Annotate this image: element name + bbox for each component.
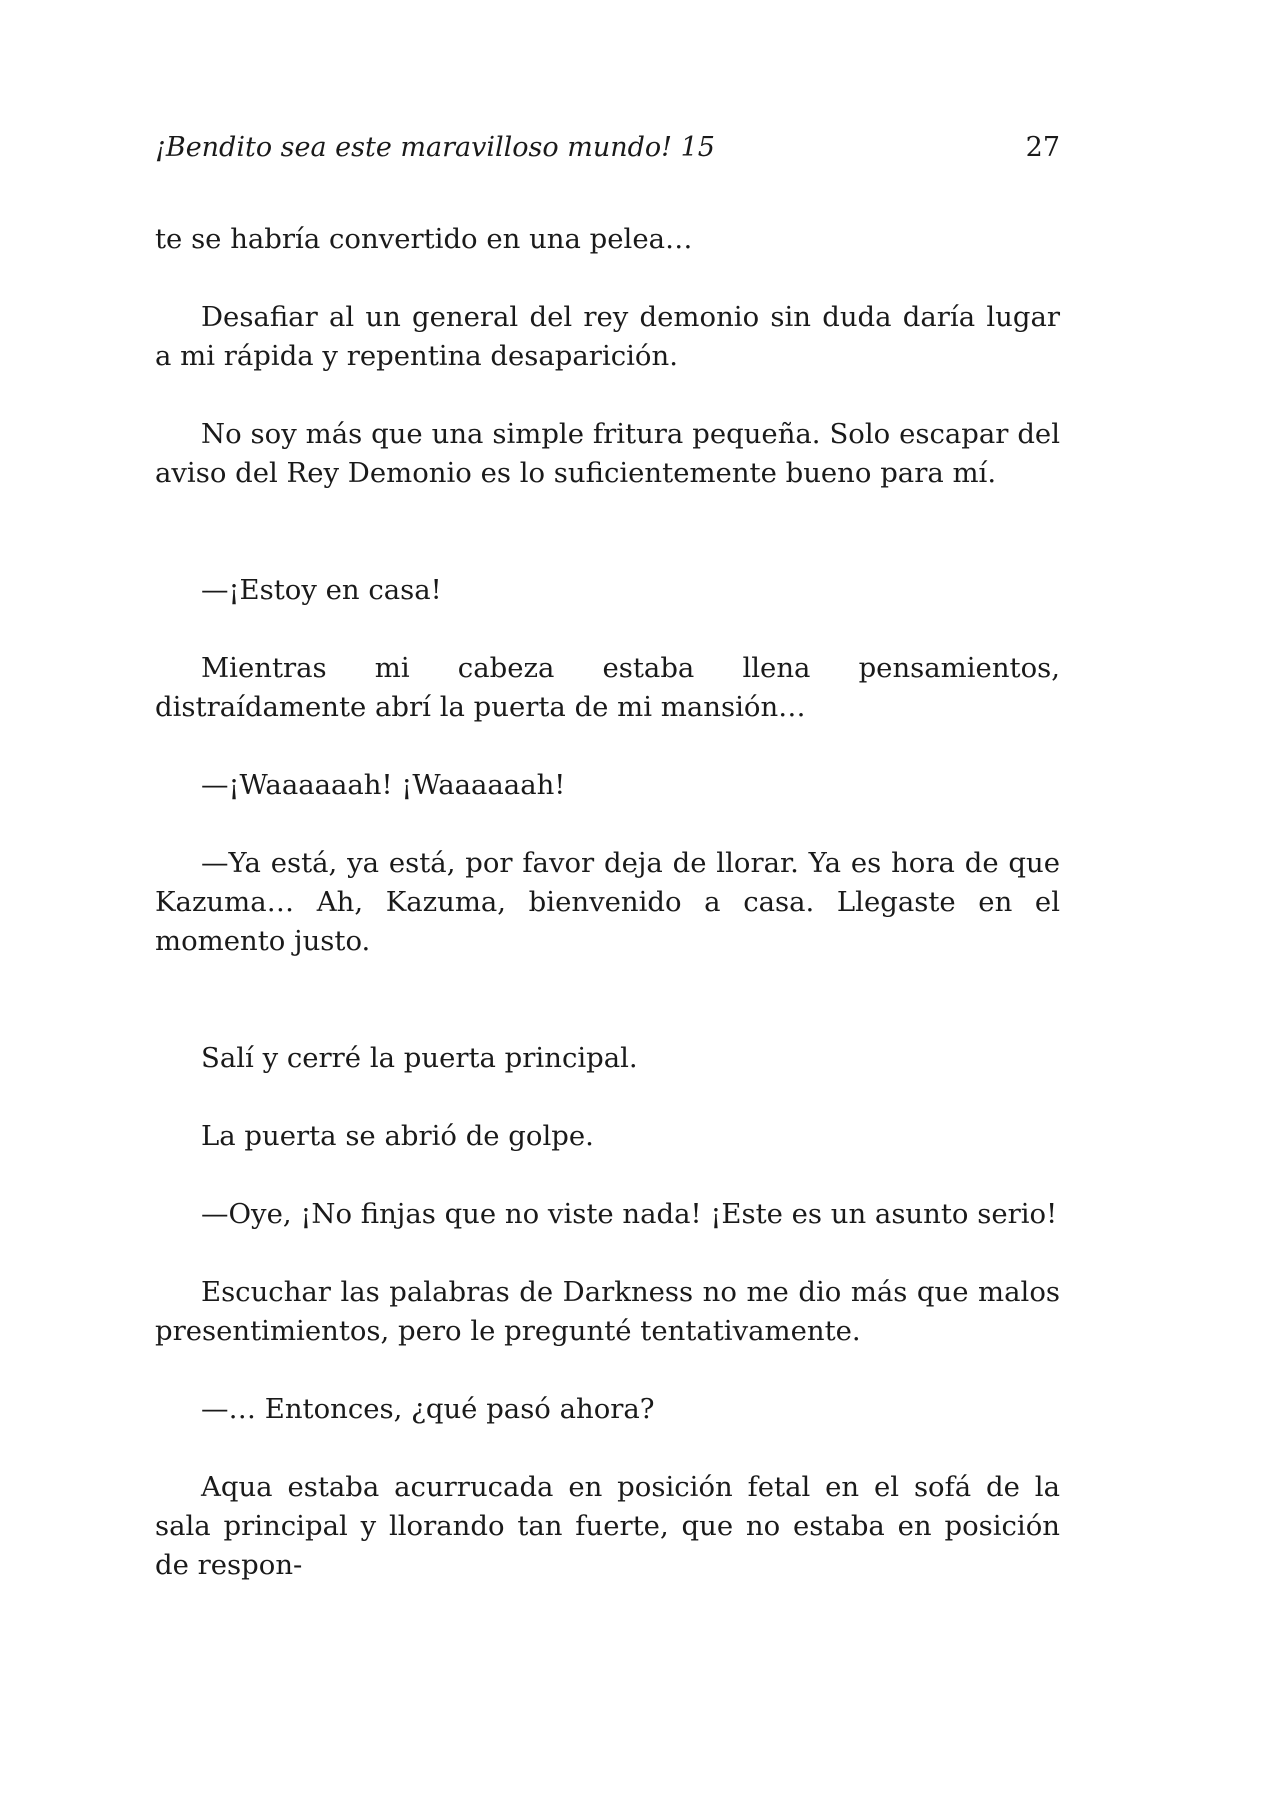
paragraph: No soy más que una simple fritura pequeña. Solo escapar del aviso del Rey Demonio es lo suficientemente bueno para mí. <box>155 418 1060 489</box>
book-title: ¡Bendito sea este maravilloso mundo! 15 <box>155 132 715 163</box>
dialogue-line: —Oye, ¡No finjas que no viste nada! ¡Este es un asunto serio! <box>201 1198 1058 1230</box>
scene-break <box>155 1000 1060 1039</box>
dialogue-line: —¡Estoy en casa! <box>201 574 442 606</box>
dialogue-line: —Ya está, ya está, por favor deja de llorar. Ya es hora de que Kazuma… Ah, Kazuma, bienvenido a casa. Llegaste en el momento justo. <box>155 847 1060 957</box>
dialogue-line: —… Entonces, ¿qué pasó ahora? <box>201 1393 655 1425</box>
paragraph: Aqua estaba acurrucada en posición fetal en el sofá de la sala principal y llorando tan fuerte, que no estaba en posición de respon- <box>155 1471 1060 1581</box>
paragraph: Salí y cerré la puerta principal. <box>201 1042 638 1074</box>
book-page <box>155 0 1060 1807</box>
paragraph: Desafiar al un general del rey demonio sin duda daría lugar a mi rápida y repentina desaparición. <box>155 301 1060 372</box>
dialogue-line: —¡Waaaaaah! ¡Waaaaaah! <box>201 769 566 801</box>
paragraph: Mientras mi cabeza estaba llena pensamientos, distraídamente abrí la puerta de mi mansión… <box>155 652 1060 723</box>
paragraph-continuation: te se habría convertido en una pelea… <box>155 223 693 255</box>
body-text <box>155 220 1060 1624</box>
paragraph: Escuchar las palabras de Darkness no me dio más que malos presentimientos, pero le pregunté tentativamente. <box>155 1276 1060 1347</box>
scene-break <box>155 532 1060 571</box>
page-number: 27 <box>1025 132 1060 163</box>
running-header <box>155 128 1060 168</box>
paragraph: La puerta se abrió de golpe. <box>201 1120 594 1152</box>
